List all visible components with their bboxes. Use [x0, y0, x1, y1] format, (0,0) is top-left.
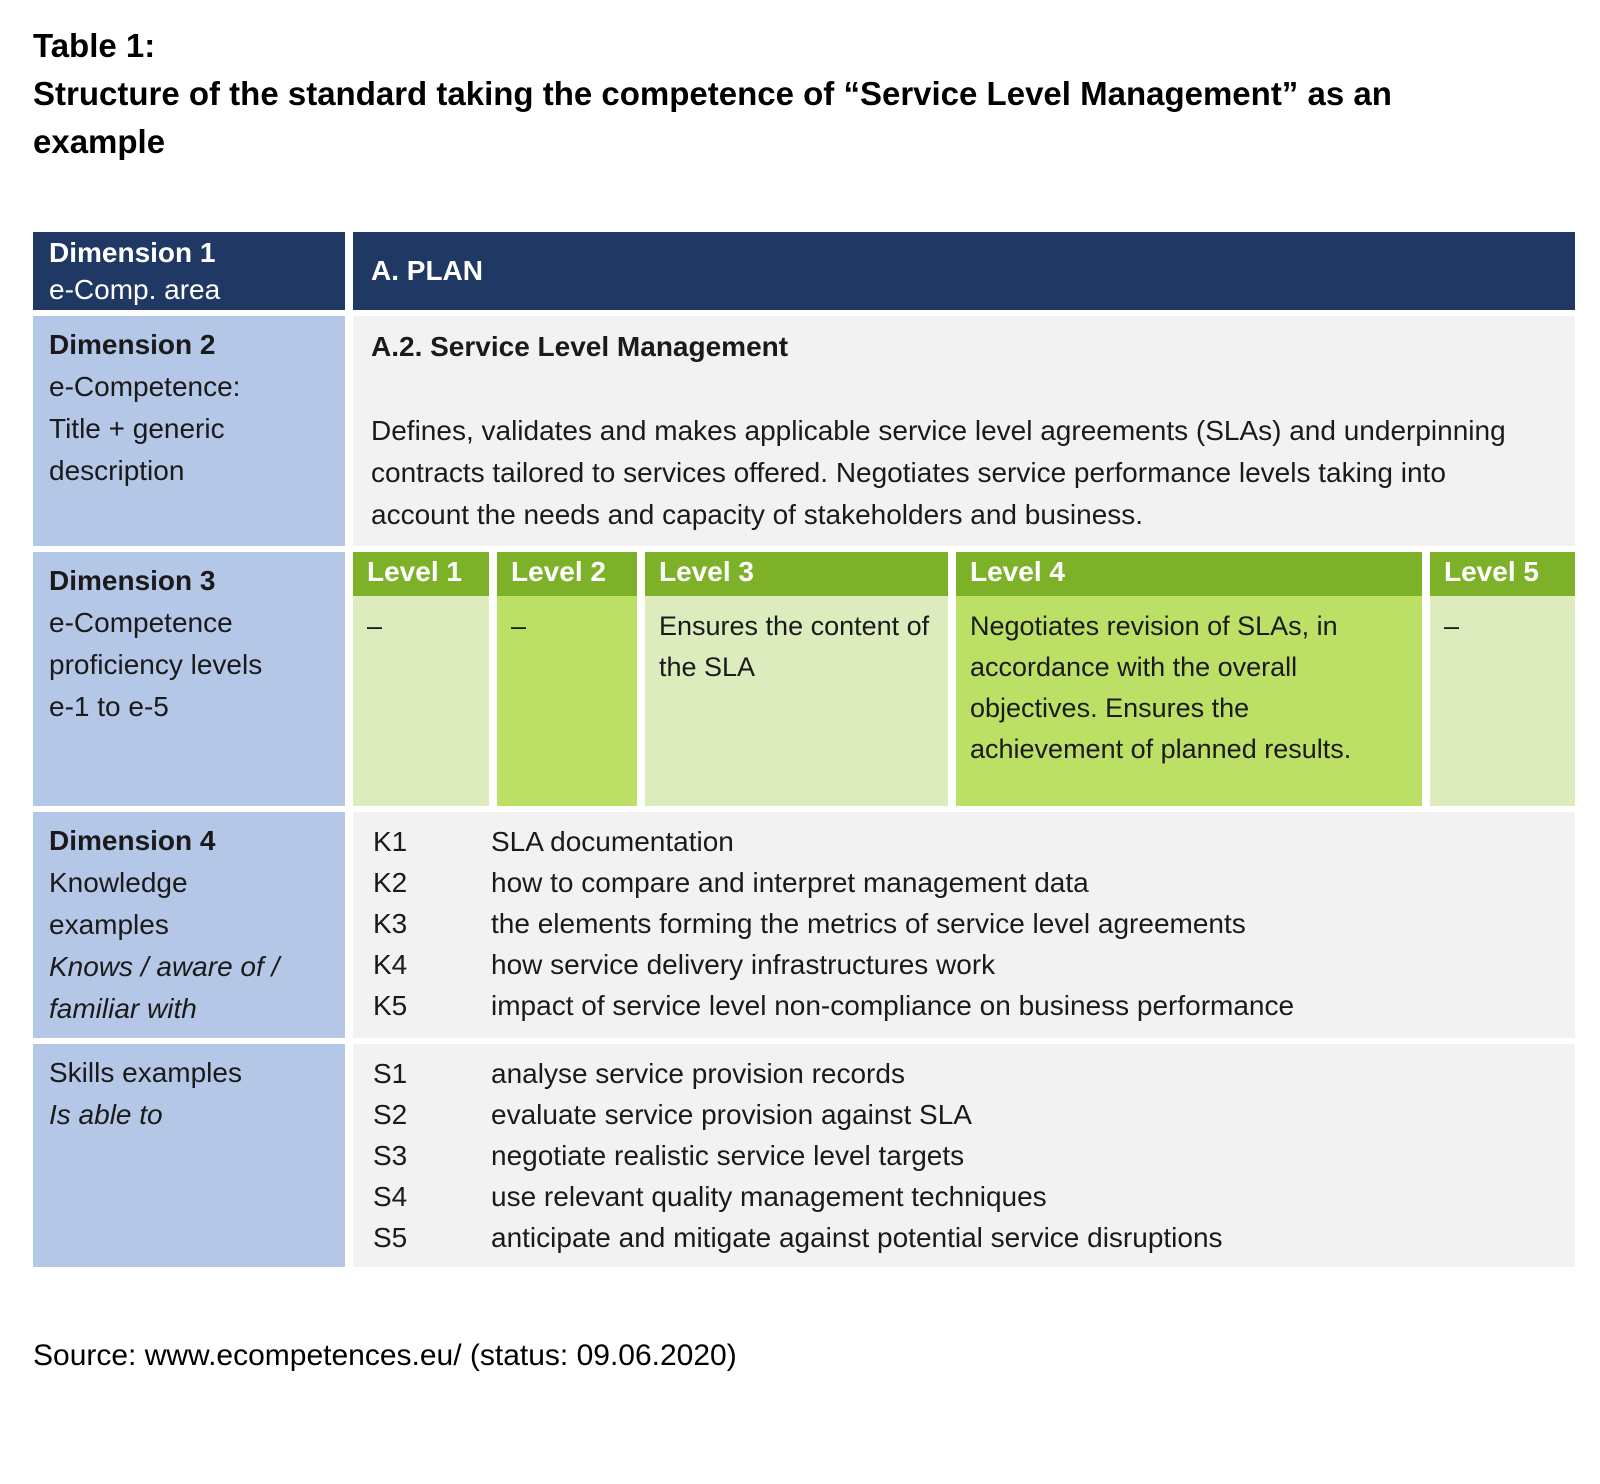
level-1-header: Level 1: [353, 552, 489, 596]
dim2-line: e-Competence:: [49, 371, 241, 402]
skill-item: [373, 1135, 1557, 1176]
level-2-column: [497, 552, 637, 806]
skill-text: evaluate service provision against SLA: [491, 1099, 972, 1130]
knowledge-code: K5: [373, 990, 408, 1021]
level-5-column: [1430, 552, 1575, 806]
dim1-area-label: A. PLAN: [371, 255, 483, 286]
source-note: Source: www.ecompetences.eu/ (status: 09.06.2020): [33, 1339, 737, 1372]
level-4-header: Level 4: [956, 552, 1422, 596]
skill-code: S3: [373, 1140, 408, 1171]
dim1-header-cell: [33, 232, 345, 310]
competence-table: [33, 232, 1575, 1267]
knowledge-item: [373, 903, 1557, 944]
dim1-area-cell: [353, 232, 1575, 310]
level-1-column: [353, 552, 489, 806]
dim1-title: Dimension 1: [49, 237, 216, 268]
caption-label: Table 1:: [33, 27, 156, 64]
knowledge-text: the elements forming the metrics of service level agreements: [491, 908, 1246, 939]
level-3-text: Ensures the content of the SLA: [645, 596, 948, 806]
dim3-line: e-1 to e-5: [49, 691, 169, 722]
skills-title: Skills examples: [49, 1057, 242, 1088]
skill-text: negotiate realistic service level targets: [491, 1140, 965, 1171]
dim2-value-cell: [353, 316, 1575, 546]
dim4-line: Knowledge: [49, 867, 188, 898]
knowledge-code: K1: [373, 826, 408, 857]
knowledge-text: how service delivery infrastructures work: [491, 949, 996, 980]
skills-items-cell: [353, 1044, 1575, 1267]
dim4-title: Dimension 4: [49, 825, 216, 856]
skill-item: [373, 1053, 1557, 1094]
dim4-line: examples: [49, 909, 169, 940]
row-dimension-1: [33, 232, 1575, 310]
level-3-column: [645, 552, 948, 806]
dim3-line: proficiency levels: [49, 649, 263, 680]
dim3-title: Dimension 3: [49, 565, 216, 596]
knowledge-items-cell: [353, 812, 1575, 1038]
caption-text-line2: example: [33, 123, 166, 160]
skill-text: analyse service provision records: [491, 1058, 905, 1089]
dim4-header-cell: [33, 812, 345, 1038]
dim3-header-cell: [33, 552, 345, 806]
dim4-italic-line: Knows / aware of /: [49, 951, 280, 982]
row-skills: [33, 1044, 1575, 1267]
knowledge-code: K4: [373, 949, 408, 980]
dim4-italic-line: familiar with: [49, 993, 197, 1024]
skills-italic-line: Is able to: [49, 1099, 163, 1130]
level-5-header: Level 5: [1430, 552, 1575, 596]
knowledge-item: [373, 944, 1557, 985]
competence-title: A.2. Service Level Management: [371, 331, 789, 362]
knowledge-code: K2: [373, 867, 408, 898]
level-5-text: –: [1430, 596, 1575, 806]
knowledge-code: K3: [373, 908, 408, 939]
skill-item: [373, 1094, 1557, 1135]
knowledge-item: [373, 821, 1557, 862]
row-dimension-3: [33, 552, 1575, 806]
dim2-line: Title + generic: [49, 413, 225, 444]
skill-text: use relevant quality management techniques: [491, 1181, 1047, 1212]
dim2-title: Dimension 2: [49, 329, 216, 360]
dim1-subtitle: e-Comp. area: [49, 274, 221, 305]
level-4-text: Negotiates revision of SLAs, in accordance with the overall objectives. Ensures the achievement of planned results.: [956, 596, 1422, 806]
skill-code: S1: [373, 1058, 408, 1089]
knowledge-text: how to compare and interpret management data: [491, 867, 1089, 898]
level-4-column: [956, 552, 1422, 806]
skill-item: [373, 1176, 1557, 1217]
knowledge-text: SLA documentation: [491, 826, 734, 857]
skill-text: anticipate and mitigate against potential service disruptions: [491, 1222, 1223, 1253]
row-dimension-2: [33, 316, 1575, 546]
knowledge-text: impact of service level non-compliance on business performance: [491, 990, 1295, 1021]
dim2-line: description: [49, 455, 185, 486]
level-2-header: Level 2: [497, 552, 637, 596]
table-caption: [33, 22, 1560, 166]
competence-description: Defines, validates and makes applicable service level agreements (SLAs) and underpinning contracts tailored to services offered. Negotiates service performance levels taking into account the needs and capacity of stakeholders and business.: [371, 415, 1506, 530]
skill-code: S2: [373, 1099, 408, 1130]
knowledge-item: [373, 985, 1557, 1026]
level-1-text: –: [353, 596, 489, 806]
proficiency-levels: [353, 552, 1575, 806]
dim3-line: e-Competence: [49, 607, 233, 638]
skill-item: [373, 1217, 1557, 1258]
skills-header-cell: [33, 1044, 345, 1267]
skill-code: S5: [373, 1222, 408, 1253]
level-2-text: –: [497, 596, 637, 806]
level-3-header: Level 3: [645, 552, 948, 596]
row-dimension-4: [33, 812, 1575, 1038]
skill-code: S4: [373, 1181, 408, 1212]
dim2-header-cell: [33, 316, 345, 546]
knowledge-item: [373, 862, 1557, 903]
caption-text-line1: Structure of the standard taking the competence of “Service Level Management” as an: [33, 75, 1392, 112]
